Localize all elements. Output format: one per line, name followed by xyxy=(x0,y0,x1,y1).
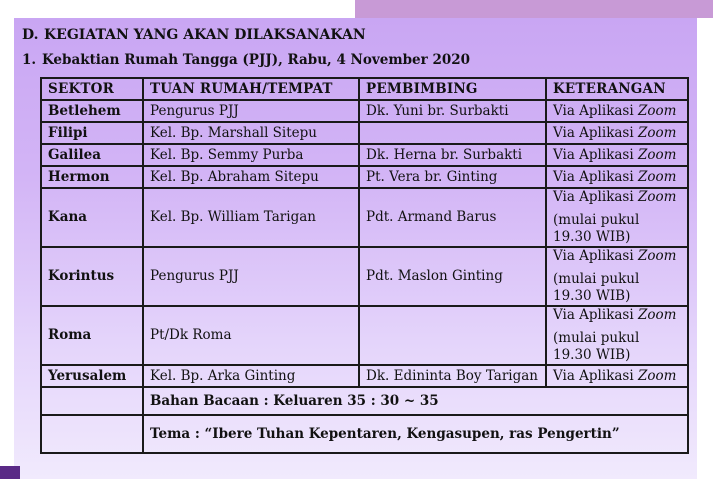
decorative-corner-block xyxy=(0,466,20,479)
sektor-cell: Hermon xyxy=(41,166,143,188)
keterangan-note: (mulai pukul 19.30 WIB) xyxy=(553,271,640,304)
table-row xyxy=(41,144,688,166)
table-row xyxy=(41,306,688,365)
keterangan-prefix: Via Aplikasi xyxy=(553,168,638,185)
pembimbing-cell: Pt. Vera br. Ginting xyxy=(359,166,546,188)
table-row xyxy=(41,365,688,387)
schedule-table xyxy=(40,77,689,454)
keterangan-app: Zoom xyxy=(637,307,677,323)
keterangan-prefix: Via Aplikasi xyxy=(553,367,638,384)
keterangan-app: Zoom xyxy=(637,146,677,163)
pembimbing-cell: Pdt. Maslon Ginting xyxy=(359,247,546,306)
column-header-sektor: SEKTOR xyxy=(41,78,143,100)
tema-row xyxy=(41,415,688,453)
keterangan-app: Zoom xyxy=(637,189,677,205)
keterangan-prefix: Via Aplikasi xyxy=(553,124,638,141)
tuan-rumah-cell: Kel. Bp. Abraham Sitepu xyxy=(143,166,359,188)
keterangan-app: Zoom xyxy=(637,248,677,264)
sektor-cell: Galilea xyxy=(41,144,143,166)
keterangan-prefix: Via Aplikasi xyxy=(553,307,638,323)
pembimbing-cell: Dk. Edininta Boy Tarigan xyxy=(359,365,546,387)
tuan-rumah-cell: Kel. Bp. Semmy Purba xyxy=(143,144,359,166)
keterangan-cell xyxy=(546,306,688,365)
keterangan-note: (mulai pukul 19.30 WIB) xyxy=(553,212,640,245)
tuan-rumah-cell: Kel. Bp. William Tarigan xyxy=(143,188,359,247)
keterangan-app: Zoom xyxy=(637,367,677,384)
keterangan-cell xyxy=(546,144,688,166)
keterangan-prefix: Via Aplikasi xyxy=(553,102,638,119)
subsection-heading xyxy=(22,52,470,68)
pembimbing-cell: Dk. Herna br. Surbakti xyxy=(359,144,546,166)
keterangan-cell xyxy=(546,166,688,188)
column-header-keterangan: KETERANGAN xyxy=(546,78,688,100)
table-row xyxy=(41,166,688,188)
sektor-cell: Korintus xyxy=(41,247,143,306)
empty-cell xyxy=(41,387,143,415)
bahan-bacaan-row xyxy=(41,387,688,415)
table-row xyxy=(41,122,688,144)
keterangan-prefix: Via Aplikasi xyxy=(553,189,638,205)
keterangan-line xyxy=(553,307,681,324)
section-number: D. xyxy=(22,27,39,43)
sektor-cell: Roma xyxy=(41,306,143,365)
tuan-rumah-cell: Kel. Bp. Marshall Sitepu xyxy=(143,122,359,144)
column-header-tuan-rumah: TUAN RUMAH/TEMPAT xyxy=(143,78,359,100)
column-header-pembimbing: PEMBIMBING xyxy=(359,78,546,100)
subsection-number: 1. xyxy=(22,52,37,68)
decorative-top-band xyxy=(355,0,713,18)
keterangan-prefix: Via Aplikasi xyxy=(553,146,638,163)
tema: Tema : “Ibere Tuhan Kepentaren, Kengasupen, ras Pengertin” xyxy=(143,415,688,453)
tuan-rumah-cell: Pt/Dk Roma xyxy=(143,306,359,365)
pembimbing-cell: Dk. Yuni br. Surbakti xyxy=(359,100,546,122)
tuan-rumah-cell: Pengurus PJJ xyxy=(143,247,359,306)
keterangan-line xyxy=(553,189,681,206)
table-row xyxy=(41,247,688,306)
table-row xyxy=(41,100,688,122)
section-title: KEGIATAN YANG AKAN DILAKSANAKAN xyxy=(44,27,366,43)
tuan-rumah-cell: Pengurus PJJ xyxy=(143,100,359,122)
tuan-rumah-cell: Kel. Bp. Arka Ginting xyxy=(143,365,359,387)
keterangan-note: (mulai pukul 19.30 WIB) xyxy=(553,330,640,363)
sektor-cell: Kana xyxy=(41,188,143,247)
keterangan-line xyxy=(553,248,681,265)
keterangan-app: Zoom xyxy=(637,124,677,141)
keterangan-cell xyxy=(546,188,688,247)
keterangan-cell xyxy=(546,365,688,387)
sektor-cell: Yerusalem xyxy=(41,365,143,387)
sektor-cell: Filipi xyxy=(41,122,143,144)
empty-cell xyxy=(41,415,143,453)
pembimbing-cell xyxy=(359,306,546,365)
keterangan-app: Zoom xyxy=(637,102,677,119)
keterangan-cell xyxy=(546,100,688,122)
keterangan-app: Zoom xyxy=(637,168,677,185)
section-heading xyxy=(22,27,366,43)
sektor-cell: Betlehem xyxy=(41,100,143,122)
subsection-title: Kebaktian Rumah Tangga (PJJ), Rabu, 4 November 2020 xyxy=(42,52,471,68)
pembimbing-cell: Pdt. Armand Barus xyxy=(359,188,546,247)
table-header-row xyxy=(41,78,688,100)
table-row xyxy=(41,188,688,247)
keterangan-cell xyxy=(546,122,688,144)
keterangan-prefix: Via Aplikasi xyxy=(553,248,638,264)
keterangan-cell xyxy=(546,247,688,306)
bahan-bacaan: Bahan Bacaan : Keluaren 35 : 30 ~ 35 xyxy=(143,387,688,415)
pembimbing-cell xyxy=(359,122,546,144)
